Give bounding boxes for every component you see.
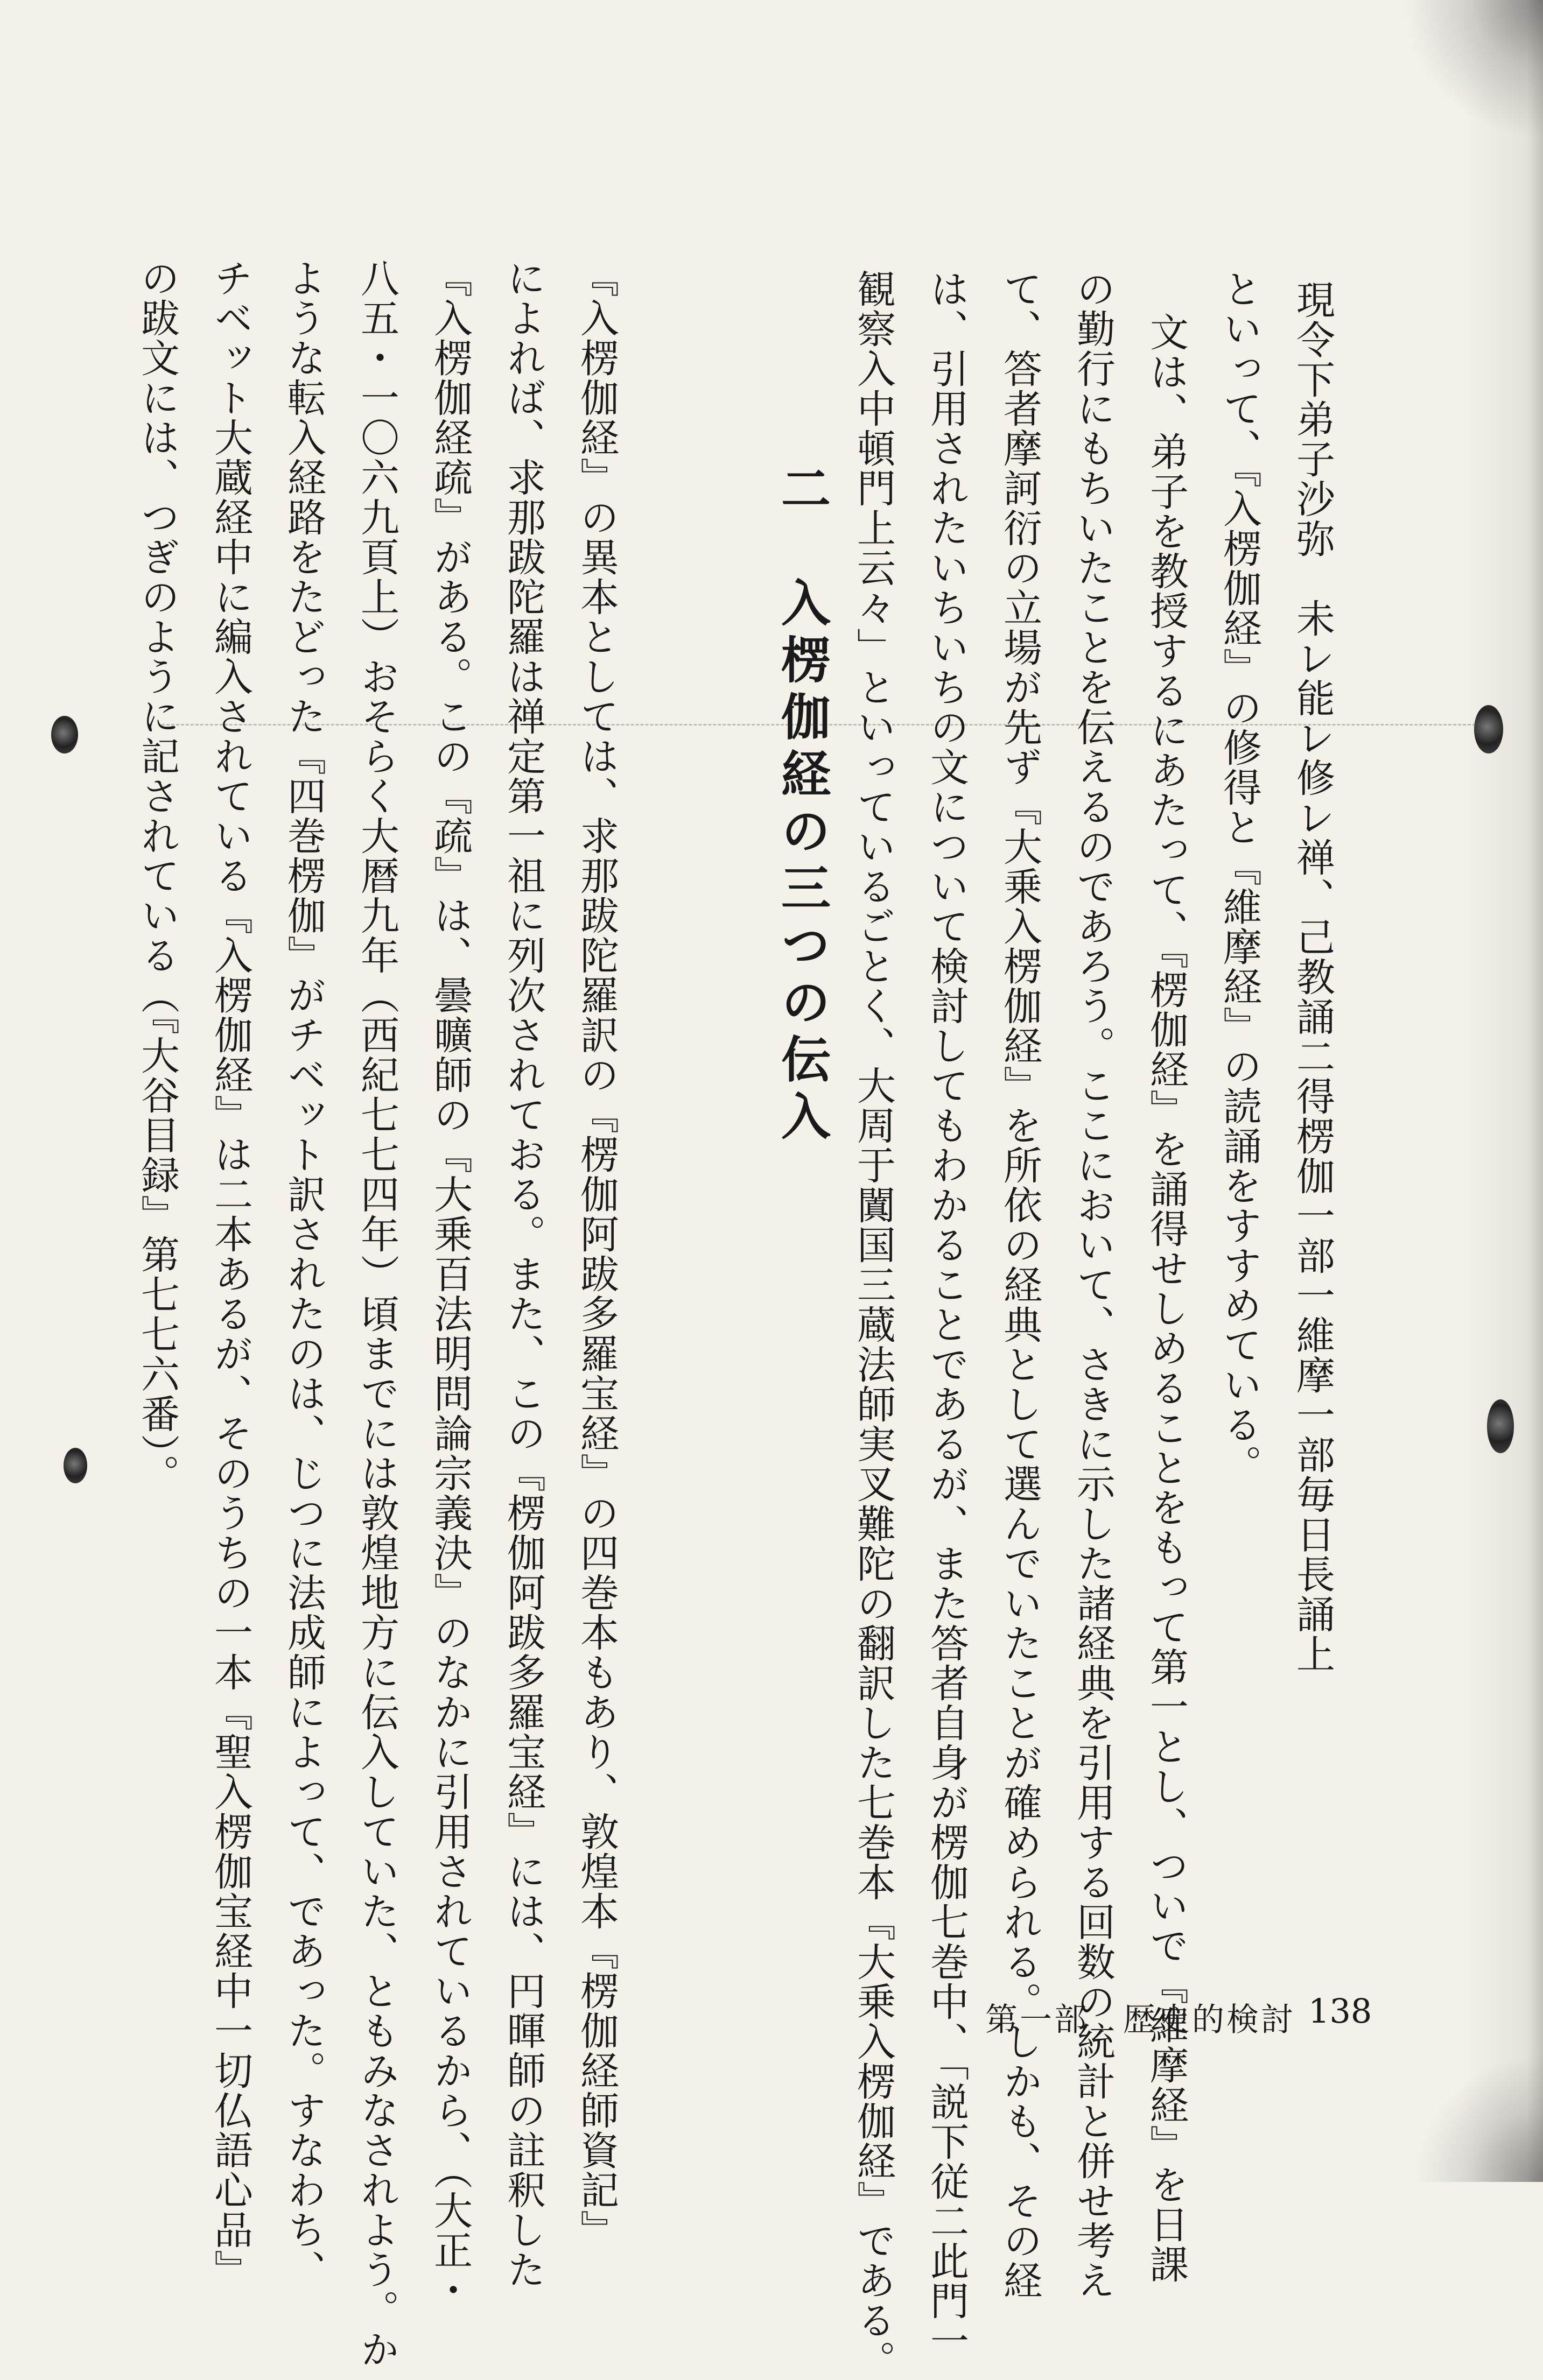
section1-text xyxy=(837,269,1349,2380)
text-column: といって、『入楞伽経』の修得と『維摩経』の読誦をすすめている。 xyxy=(1217,269,1262,1484)
binding-hole-left-bottom xyxy=(64,1448,87,1483)
page-number: 138 xyxy=(1308,1991,1372,2031)
text-column: て、答者摩訶衍の立場が先ず『大乗入楞伽経』を所依の経典として選んでいたことが確められる。しかも、その経 xyxy=(997,269,1042,2300)
text-column: の跋文には、つぎのように記されている（『大谷目録』第七七六番）。 xyxy=(135,258,180,1494)
text-column: 観察入中頓門上云々」といっているごとく、大周于闐国三蔵法師実叉難陀の翻訳した七巻本『大乗入楞伽経』である。 xyxy=(851,269,896,2380)
binding-hole-right-top xyxy=(1474,705,1503,754)
running-footer: 第一部 歴史的検討 xyxy=(985,2001,1295,2039)
text-column: 『入楞伽経』の異本としては、求那跋陀羅訳の『楞伽阿跋多羅宝経』の四巻本もあり、敦煌本『楞伽経師資記』 xyxy=(574,258,619,2250)
text-column: 『入楞伽経疏』がある。この『疏』は、曇曠師の『大乗百法明問論宗義決』のなかに引用されているから、（大正・ xyxy=(427,258,473,2310)
text-column: によれば、求那跋陀羅は禅定第一祖に列次されておる。また、この『楞伽阿跋多羅宝経』には、円暉師の註釈した xyxy=(501,258,546,2290)
text-column: の勤行にもちいたことを伝えるのであろう。ここにおいて、さきに示した諸経典を引用する回数の統計と併せ考え xyxy=(1070,269,1116,2300)
scan-corner-top xyxy=(1403,0,1543,140)
text-column: 八五・一〇六九頁上）おそらく大暦九年（西紀七七四年）頃までには敦煌地方に伝入していた、ともみなされよう。か xyxy=(354,258,399,2369)
section2-text xyxy=(121,258,633,2369)
text-column: ような転入経路をたどった『四巻楞伽』がチベット訳されたのは、じつに法成師によって、であった。すなわち、 xyxy=(281,258,326,2290)
page-edge-shadow xyxy=(1462,0,1543,2182)
binding-hole-left-top xyxy=(51,716,78,754)
section-heading: 二 入楞伽経の三つの伝入 xyxy=(773,463,831,1147)
text-column: チベット大蔵経中に編入されている『入楞伽経』は二本あるが、そのうちの一本『聖入楞伽宝経中一切仏語心品』 xyxy=(208,258,253,2290)
text-column: 現令下弟子沙弥 未レ能レ修レ禅、己教誦二得楞伽一部一維摩一部毎日長誦上 xyxy=(1290,280,1335,1674)
binding-hole-right-bottom xyxy=(1487,1399,1514,1453)
text-column: は、引用されたいちいちの文について検討してもわかることであるが、また答者自身が楞伽七巻中、「説下従二此門一 xyxy=(924,269,969,2361)
text-column: 文は、弟子を教授するにあたって、『楞伽経』を誦得せしめることをもって第一とし、ついで『維摩経』を日課 xyxy=(1144,312,1189,2284)
scan-corner-bottom xyxy=(1414,2053,1543,2182)
